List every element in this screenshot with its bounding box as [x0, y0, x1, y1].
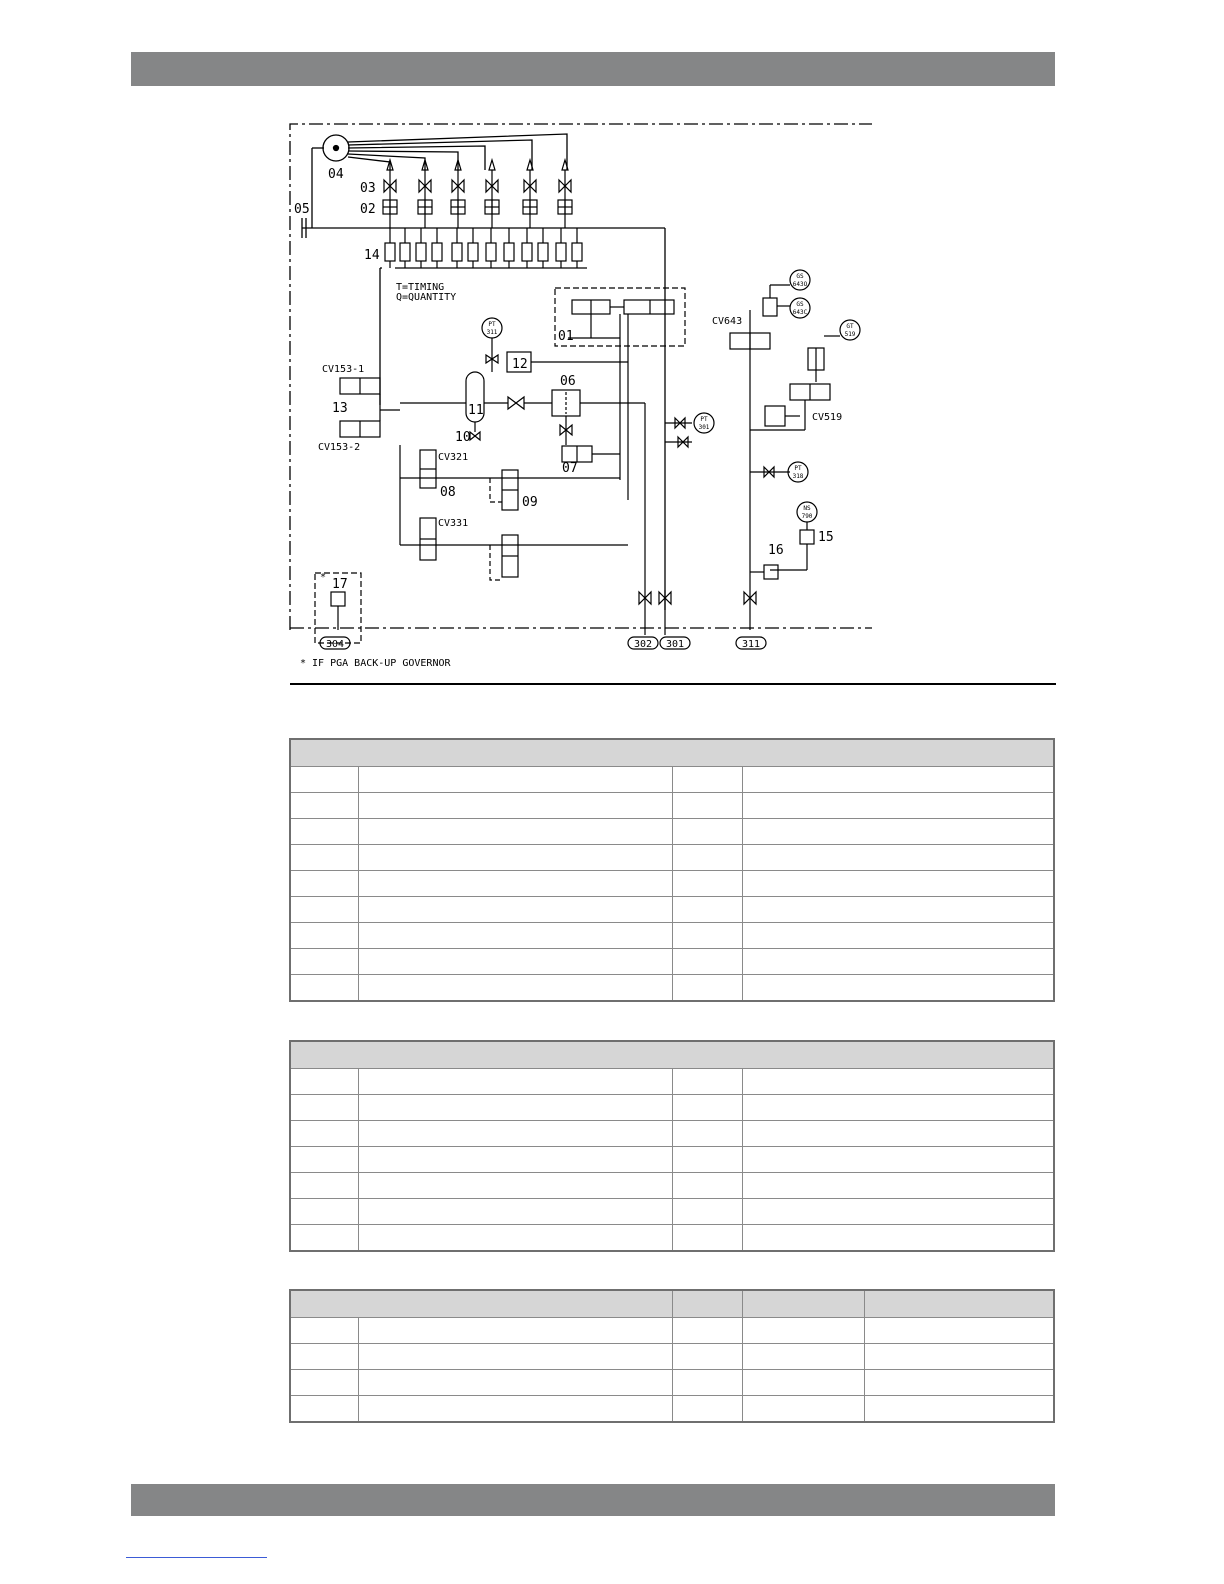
- table-cell: [742, 923, 1054, 949]
- table-cell: [742, 1173, 1054, 1199]
- label-17: 17: [332, 577, 348, 592]
- table-cell: [742, 1225, 1054, 1252]
- table-row: [290, 793, 1054, 819]
- table-row: [290, 1318, 1054, 1344]
- label-15: 15: [818, 530, 834, 545]
- table-cell: [358, 767, 672, 793]
- table-cell: [290, 1147, 358, 1173]
- table-2: [289, 1040, 1055, 1252]
- table-cell: [672, 1095, 742, 1121]
- label-10: 10: [455, 430, 471, 445]
- table-cell: [358, 1095, 672, 1121]
- table-row: [290, 1225, 1054, 1252]
- table-cell: [672, 1225, 742, 1252]
- inst-gs-643o-num: 643O: [792, 281, 808, 288]
- label-02: 02: [360, 202, 376, 217]
- table-cell: [358, 793, 672, 819]
- label-cv331: CV331: [438, 518, 469, 529]
- table-row: [290, 819, 1054, 845]
- table-cell: [290, 1318, 358, 1344]
- label-11: 11: [468, 403, 484, 418]
- label-cv643: CV643: [712, 316, 743, 327]
- conn-302: 302: [633, 639, 653, 650]
- table-cell: [742, 1147, 1054, 1173]
- table-1-header: [290, 739, 1054, 767]
- footer-link-underline[interactable]: [126, 1557, 267, 1558]
- table-cell: [358, 1396, 672, 1423]
- table-row: [290, 897, 1054, 923]
- table-row: [290, 1069, 1054, 1095]
- inst-pt-318-tag: PT: [794, 465, 802, 472]
- table-cell: [672, 819, 742, 845]
- table-cell: [672, 897, 742, 923]
- table-row: [290, 1173, 1054, 1199]
- inst-pt-301-tag: PT: [700, 416, 708, 423]
- inst-gs-643c-num: 643C: [792, 309, 808, 316]
- table-cell: [290, 1370, 358, 1396]
- table-cell: [290, 1199, 358, 1225]
- table-cell: [290, 923, 358, 949]
- table-cell: [358, 871, 672, 897]
- table-cell: [290, 845, 358, 871]
- label-06: 06: [560, 374, 576, 389]
- inst-pt-311-num: 311: [486, 329, 498, 336]
- label-cv153-2: CV153-2: [318, 442, 361, 453]
- table-2-header: [290, 1041, 1054, 1069]
- table-cell: [290, 819, 358, 845]
- table-cell: [358, 1225, 672, 1252]
- inst-gs-643o-tag: GS: [796, 273, 804, 280]
- label-cv321: CV321: [438, 452, 469, 463]
- inst-gs-643c-tag: GS: [796, 301, 804, 308]
- table-cell: [672, 1318, 742, 1344]
- footer-bar: [131, 1484, 1055, 1516]
- table-cell: [672, 845, 742, 871]
- table-cell: [742, 1121, 1054, 1147]
- table-cell: [672, 1199, 742, 1225]
- table-3-header-4: [864, 1290, 1054, 1318]
- table-cell: [742, 871, 1054, 897]
- table-cell: [672, 1173, 742, 1199]
- table-cell: [290, 1344, 358, 1370]
- table-cell: [672, 767, 742, 793]
- table-cell: [672, 1121, 742, 1147]
- table-row: [290, 1147, 1054, 1173]
- table-cell: [742, 767, 1054, 793]
- table-cell: [864, 1344, 1054, 1370]
- table-cell: [290, 1173, 358, 1199]
- table-row: [290, 1396, 1054, 1423]
- table-cell: [358, 949, 672, 975]
- inst-gt-519-tag: GT: [846, 323, 854, 330]
- table-cell: [290, 975, 358, 1002]
- table-row: [290, 767, 1054, 793]
- table-row: [290, 1370, 1054, 1396]
- table-cell: [672, 793, 742, 819]
- label-cv153-1: CV153-1: [322, 364, 365, 375]
- label-timing: T=TIMING: [396, 282, 445, 293]
- table-cell: [672, 871, 742, 897]
- footnote: * IF PGA BACK-UP GOVERNOR: [300, 658, 451, 669]
- table-row: [290, 1199, 1054, 1225]
- table-cell: [358, 1147, 672, 1173]
- table-3-header-3: [742, 1290, 864, 1318]
- table-cell: [742, 897, 1054, 923]
- label-quantity: Q=QUANTITY: [396, 292, 457, 303]
- table-cell: [742, 1318, 864, 1344]
- table-3-header-1: [290, 1290, 672, 1318]
- table-cell: [358, 845, 672, 871]
- table-cell: [358, 923, 672, 949]
- table-cell: [358, 975, 672, 1002]
- table-cell: [672, 1147, 742, 1173]
- inst-pt-311-tag: PT: [488, 321, 496, 328]
- table-cell: [358, 1069, 672, 1095]
- inst-pt-301-num: 301: [698, 424, 710, 431]
- table-row: [290, 1121, 1054, 1147]
- table-cell: [358, 897, 672, 923]
- conn-304: 304: [325, 639, 345, 650]
- label-04: 04: [328, 167, 344, 182]
- table-cell: [742, 1199, 1054, 1225]
- table-cell: [358, 1173, 672, 1199]
- table-cell: [290, 871, 358, 897]
- table-row: [290, 1344, 1054, 1370]
- label-14: 14: [364, 248, 380, 263]
- table-cell: [358, 1318, 672, 1344]
- table-row: [290, 949, 1054, 975]
- table-row: [290, 871, 1054, 897]
- table-cell: [742, 793, 1054, 819]
- table-cell: [358, 1121, 672, 1147]
- table-cell: [742, 819, 1054, 845]
- table-cell: [290, 1121, 358, 1147]
- diagram-divider: [290, 683, 1056, 685]
- table-3: [289, 1289, 1055, 1423]
- table-cell: [672, 1396, 742, 1423]
- table-cell: [742, 1370, 864, 1396]
- table-cell: [742, 1095, 1054, 1121]
- inst-ns-790-tag: NS: [803, 505, 811, 512]
- label-03: 03: [360, 181, 376, 196]
- table-cell: [290, 793, 358, 819]
- label-05: 05: [294, 202, 310, 217]
- conn-301: 301: [665, 639, 685, 650]
- inst-gt-519-num: 519: [844, 331, 856, 338]
- table-cell: [742, 1396, 864, 1423]
- conn-311: 311: [741, 639, 761, 650]
- table-cell: [358, 1370, 672, 1396]
- table-row: [290, 975, 1054, 1002]
- table-cell: [672, 1344, 742, 1370]
- table-cell: [672, 975, 742, 1002]
- inst-pt-318-num: 318: [792, 473, 804, 480]
- label-16: 16: [768, 543, 784, 558]
- header-bar: [131, 52, 1055, 86]
- table-row: [290, 845, 1054, 871]
- table-cell: [864, 1318, 1054, 1344]
- label-13: 13: [332, 401, 348, 416]
- table-cell: [672, 949, 742, 975]
- label-07: 07: [562, 461, 578, 476]
- table-cell: [742, 1069, 1054, 1095]
- table-cell: [290, 1069, 358, 1095]
- pneumatic-system-diagram: [280, 110, 1060, 680]
- table-cell: [742, 1344, 864, 1370]
- table-cell: [742, 975, 1054, 1002]
- table-cell: [742, 949, 1054, 975]
- table-cell: [672, 923, 742, 949]
- table-row: [290, 1095, 1054, 1121]
- inst-ns-790-num: 790: [801, 513, 813, 520]
- table-cell: [290, 767, 358, 793]
- table-3-header-2: [672, 1290, 742, 1318]
- table-cell: [290, 1095, 358, 1121]
- table-cell: [358, 1199, 672, 1225]
- table-cell: [672, 1370, 742, 1396]
- label-cv519: CV519: [812, 412, 843, 423]
- table-cell: [358, 1344, 672, 1370]
- table-cell: [290, 1396, 358, 1423]
- table-1: [289, 738, 1055, 1002]
- table-cell: [290, 897, 358, 923]
- label-12: 12: [512, 357, 528, 372]
- table-cell: [672, 1069, 742, 1095]
- label-01: 01: [558, 329, 574, 344]
- table-cell: [742, 845, 1054, 871]
- label-09: 09: [522, 495, 538, 510]
- label-08: 08: [440, 485, 456, 500]
- table-row: [290, 923, 1054, 949]
- table-cell: [864, 1396, 1054, 1423]
- table-cell: [864, 1370, 1054, 1396]
- asterisk-mark: *: [320, 572, 327, 583]
- table-cell: [358, 819, 672, 845]
- table-cell: [290, 949, 358, 975]
- table-cell: [290, 1225, 358, 1252]
